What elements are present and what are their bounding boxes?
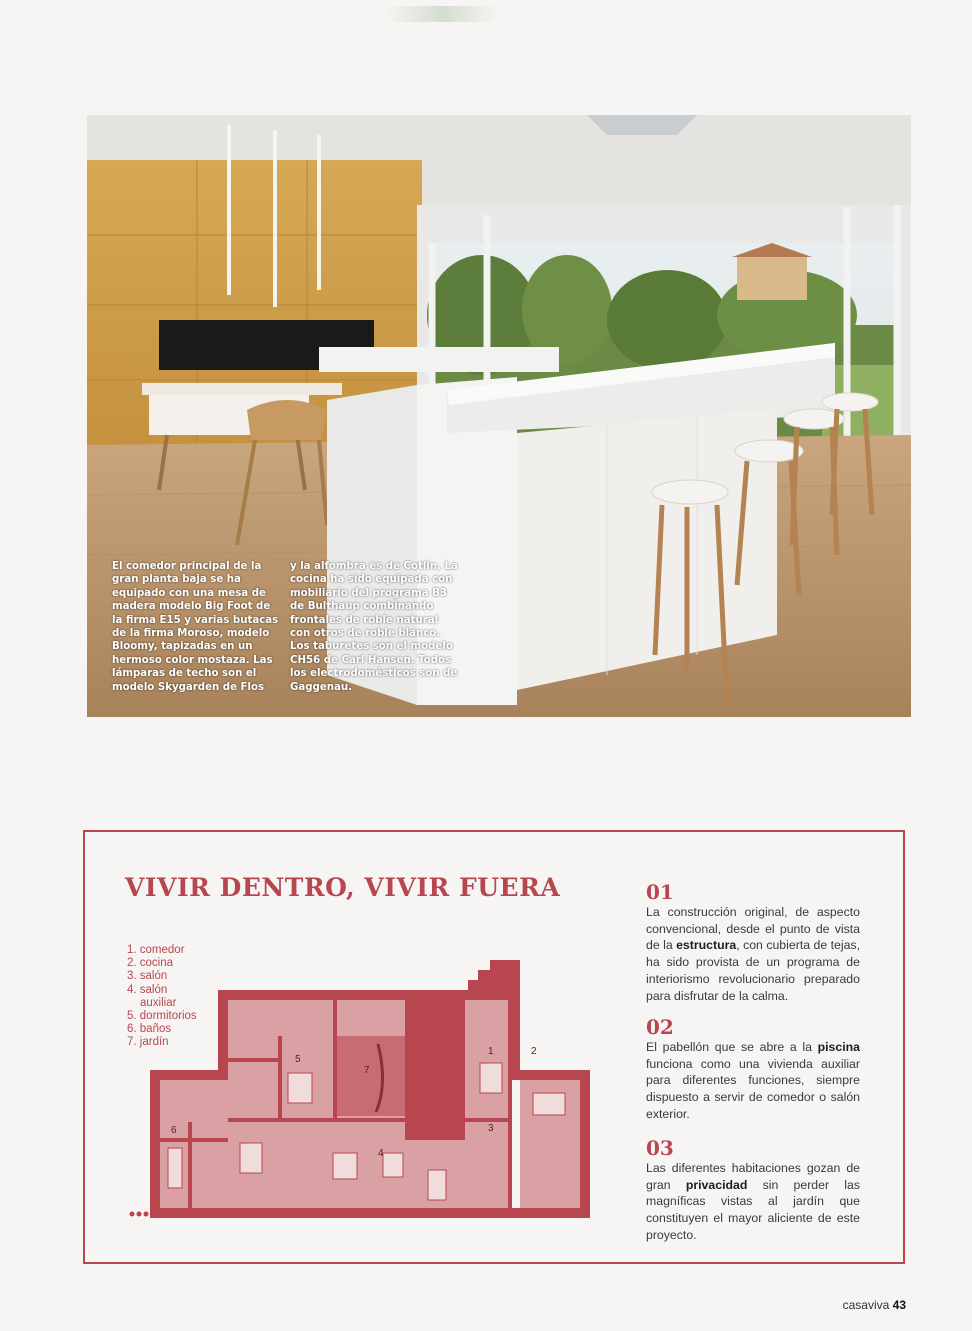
- photo-caption-left: El comedor principal de la gran planta baja se ha equipado con una mesa de madera modelo Big Foot de la firma E15 y varias butacas de la firma Moroso, modelo Bloomy, tapizadas en un hermoso color mostaza. Las lámparas de techo son el modelo Skygarden de Flos: [112, 561, 279, 693]
- legend-item: 3. salón: [127, 970, 168, 983]
- magazine-name: casaviva: [842, 1298, 890, 1312]
- section-text-02: El pabellón que se abre a la piscina funciona como una vivienda auxiliar para diferentes funciones, siempre dispuesto a servir de comedor o salón exterior.: [646, 1040, 860, 1121]
- plan-label-6: 6: [171, 1125, 177, 1136]
- plan-label-7: 7: [364, 1065, 370, 1076]
- plan-label-3: 3: [488, 1123, 494, 1134]
- section-number-01: 01: [646, 880, 674, 904]
- section-number-03: 03: [646, 1136, 674, 1160]
- legend-item: 6. baños: [127, 1023, 172, 1036]
- legend-item: 4. salón: [127, 983, 168, 996]
- legend-item: 1. comedor: [127, 944, 185, 956]
- legend-item: 7. jardín: [127, 1036, 169, 1049]
- keyword-piscina: piscina: [817, 1040, 860, 1054]
- floor-plan: [128, 958, 608, 1226]
- legend-item: 5. dormitorios: [127, 1010, 197, 1023]
- keyword-privacidad: privacidad: [685, 1177, 748, 1192]
- feature-title: VIVIR DENTRO, VIVIR FUERA: [125, 873, 561, 902]
- section-number-02: 02: [646, 1015, 674, 1039]
- plan-label-1: 1: [488, 1046, 494, 1057]
- keyword-estructura: estructura: [676, 938, 737, 953]
- section-text-03: Las diferentes habitaciones gozan de gran privacidad sin perder las magníficas vistas al jardín que constituyen el mayor aliciente de este proyecto.: [646, 1161, 861, 1242]
- section-text-01: La construcción original, de aspecto convencional, desde el punto de vista de la estructura, con cubierta de tejas, ha sido provista de un programa de interiorismo revolucionario preparado para disfrutar de la calma.: [646, 905, 860, 1003]
- legend-item: auxiliar: [140, 996, 177, 1009]
- legend-item: 2. cocina: [127, 957, 174, 970]
- kitchen-photo: [87, 115, 911, 717]
- page-number: 43: [892, 1298, 906, 1312]
- plan-label-5: 5: [295, 1054, 301, 1065]
- plan-label-2: 2: [531, 1046, 537, 1057]
- photo-caption-right: y la alfombra es de Cotlin. La cocina ha sido equipada con mobiliario del programa B3 de Bulthaup combinando frontales de roble natural con otros de roble blanco. Los taburetes son el modelo CH56 de Carl Hansen. Todos los electrodomésticos son de Gaggenau.: [290, 561, 458, 693]
- page-footer: [843, 1298, 906, 1312]
- scan-smudge: [385, 6, 500, 22]
- plan-label-4: 4: [378, 1148, 384, 1159]
